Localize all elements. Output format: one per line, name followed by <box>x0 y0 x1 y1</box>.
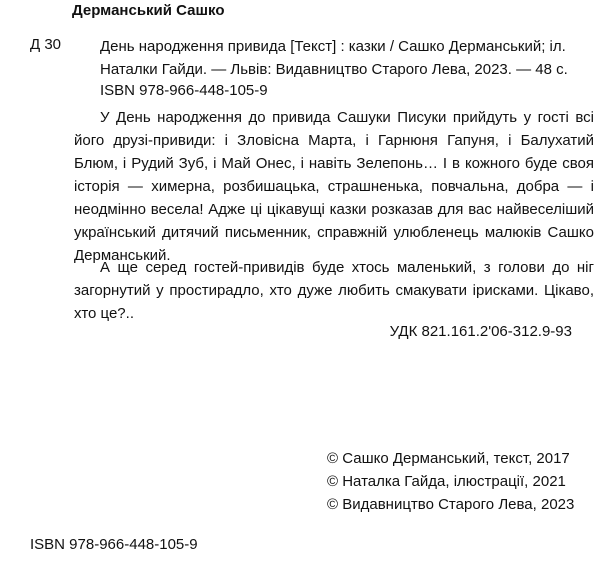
classification-code: Д 30 <box>30 36 62 53</box>
copyright-author: © Сашко Дерманський, текст, 2017 <box>327 450 570 467</box>
bibliographic-entry: День народження привида [Текст] : казки / Сашко Дерманський; іл. Наталки Гайди. — Львів: Видавництво Старого Лева, 2023. — 48 с. <box>100 38 568 78</box>
annotation-paragraph-1: У День народження до привида Сашуки Писуки прийдуть у гості всі його друзі-привиди: і Зловісна Марта, і Гарнюня Гапуня, і Балухатий Блюм, і Рудий Зуб, і Май Онес, і навіть Зелепонь… І в кожного буде своя історія — химерна, розбишацька, страшненька, повчальна, добра — і неодмінно весела! Адже ці цікавущі казки розказав для вас найвеселіший український дитячий письменник, справжній улюбленець малюків Сашко Дерманський. <box>74 109 594 264</box>
copyright-illustrator: © Наталка Гайда, ілюстрації, 2021 <box>327 473 566 490</box>
isbn-top: ISBN 978-966-448-105-9 <box>100 82 268 99</box>
annotation-paragraph-2: А ще серед гостей-привидів буде хтось маленький, з голови до ніг загорнутий у простирадло, хто дуже любить смакувати ірисками. Цікаво, хто це?.. <box>74 259 594 322</box>
copyright-publisher: © Видавництво Старого Лева, 2023 <box>327 496 575 513</box>
author-heading: Дерманський Сашко <box>72 2 225 19</box>
udk-code: УДК 821.161.2'06-312.9-93 <box>389 323 572 340</box>
isbn-bottom: ISBN 978-966-448-105-9 <box>30 536 198 553</box>
